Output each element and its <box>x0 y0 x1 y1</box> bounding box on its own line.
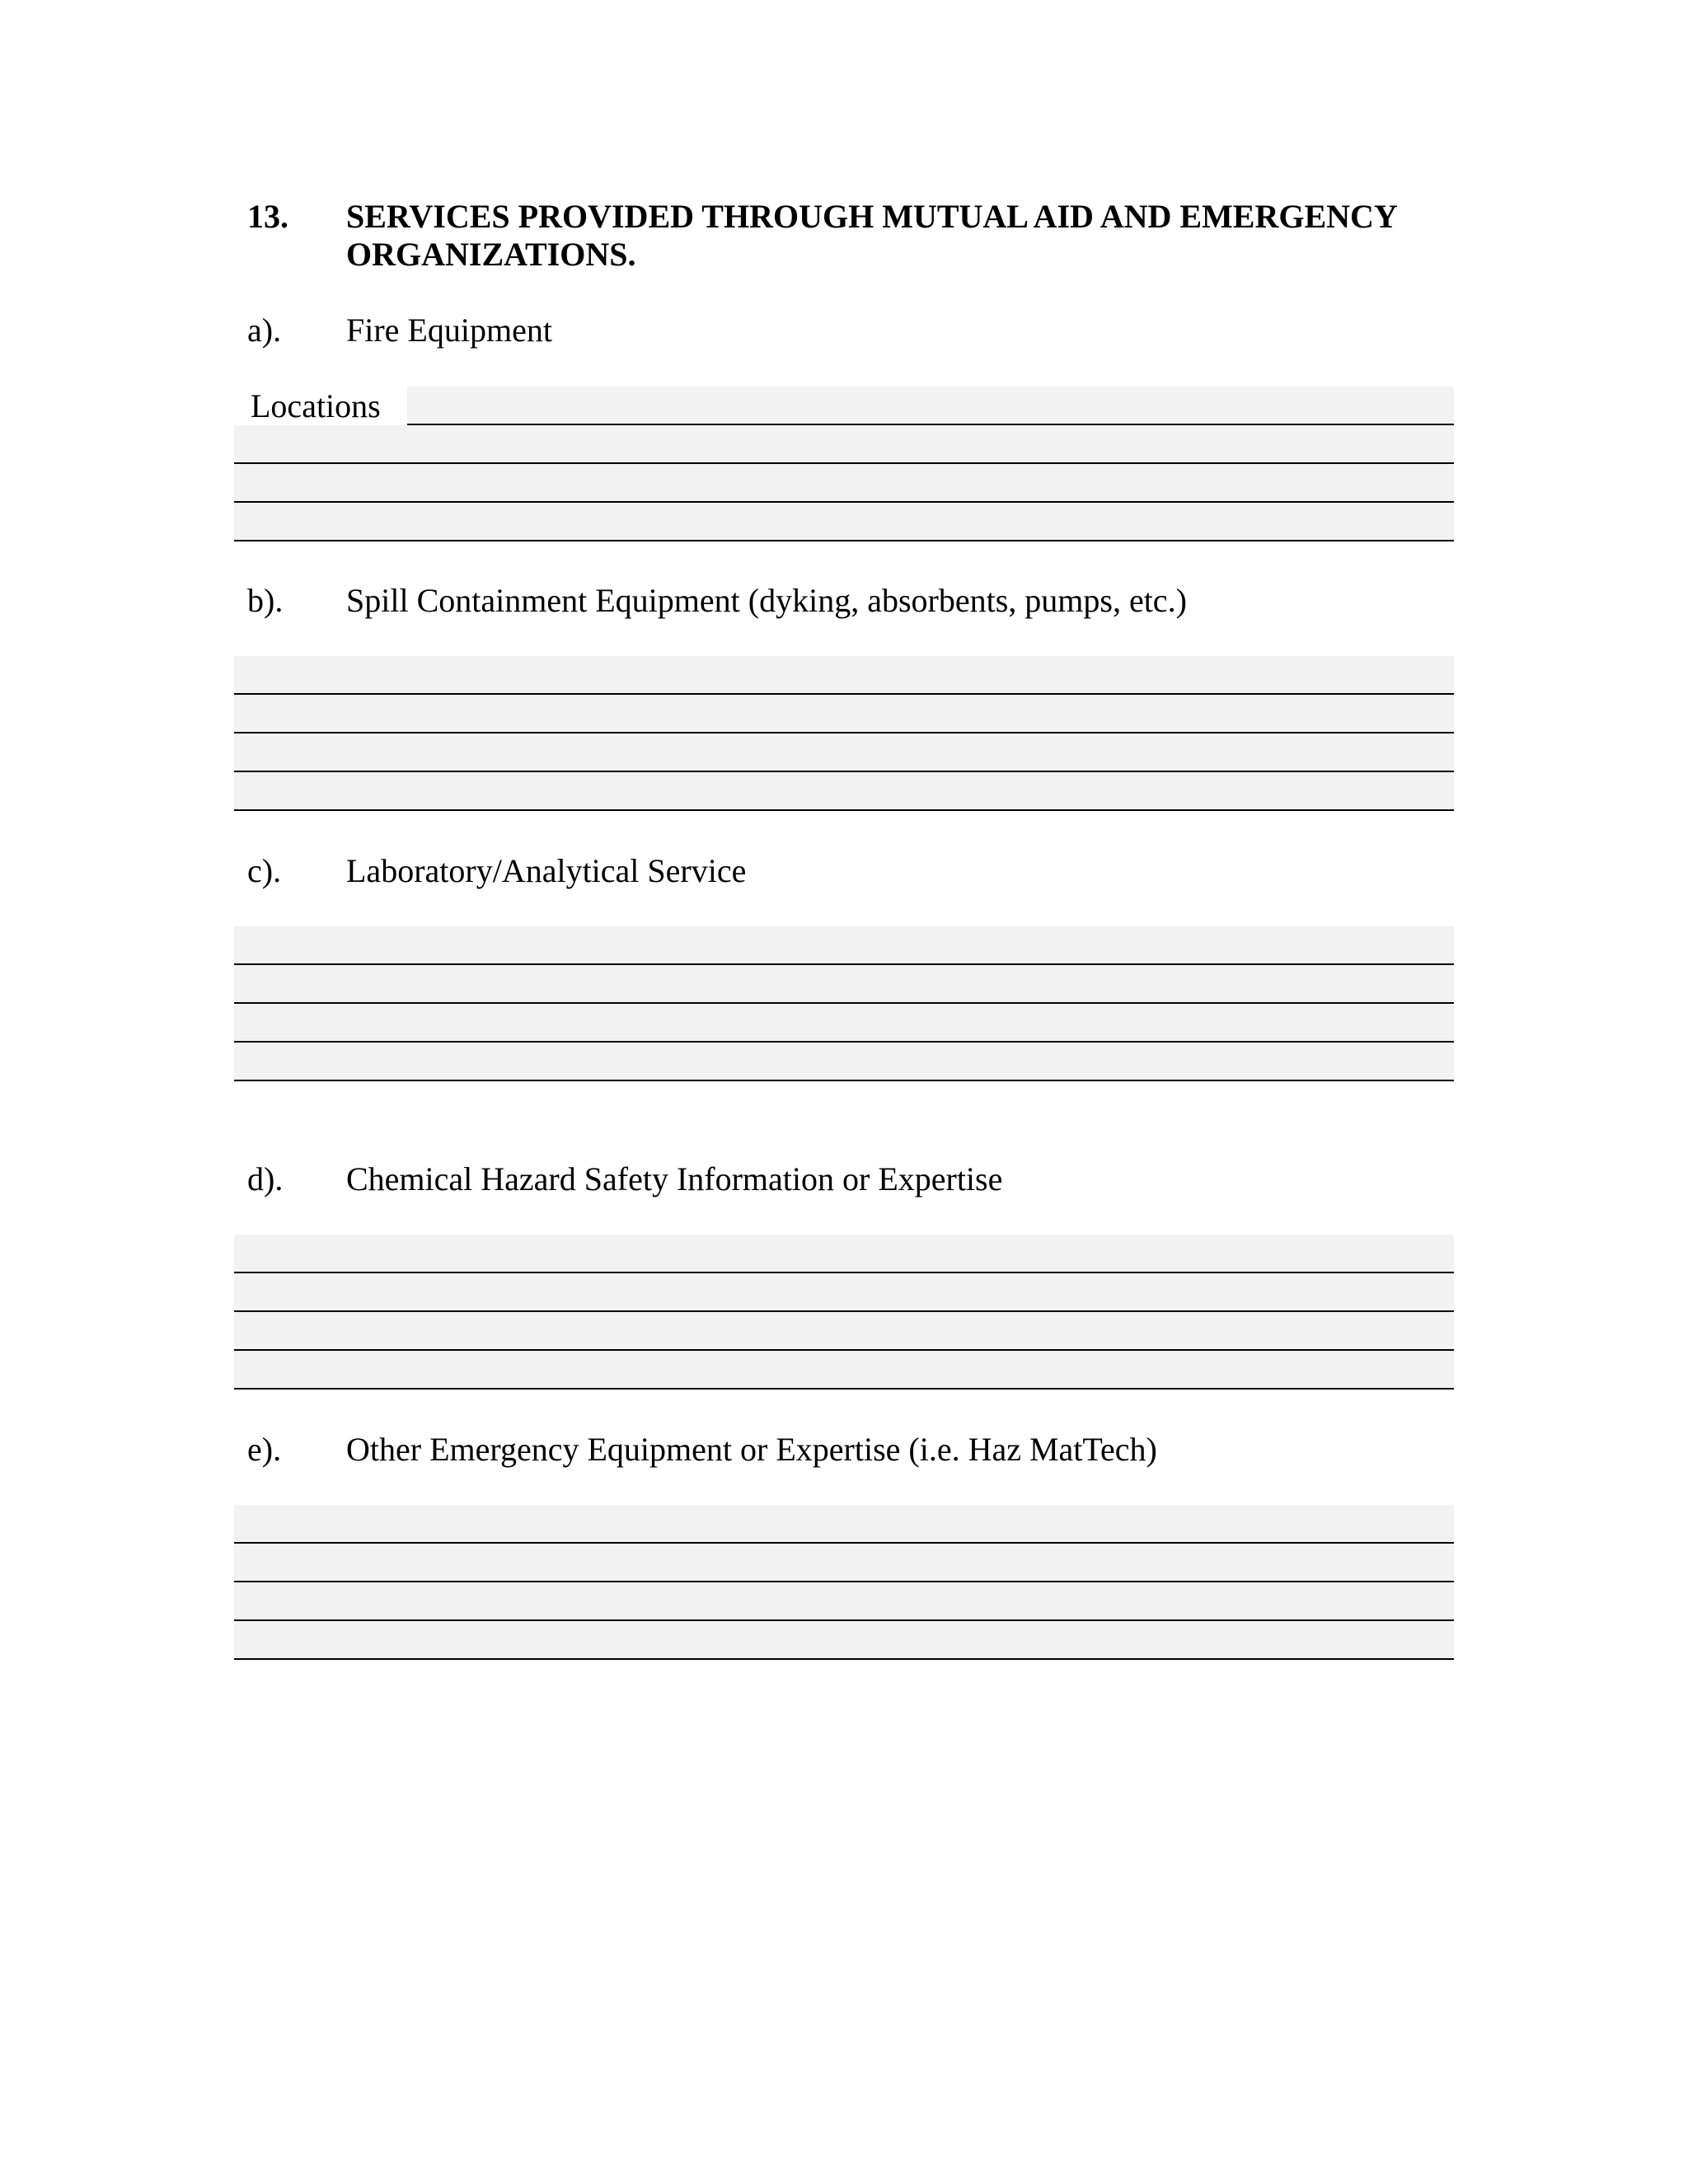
item-d-fields <box>234 1235 1454 1390</box>
section-number: 13. <box>247 198 288 235</box>
item-b-fields <box>234 656 1454 811</box>
item-e-label: Other Emergency Equipment or Expertise (i.e. Haz MatTech) <box>346 1431 1157 1468</box>
item-a-line-3[interactable] <box>234 464 1454 503</box>
item-a-fields <box>234 387 1454 541</box>
item-c-line-4[interactable] <box>234 1043 1454 1081</box>
item-d-line-4[interactable] <box>234 1351 1454 1390</box>
item-d-line-1[interactable] <box>234 1235 1454 1273</box>
item-b-line-4[interactable] <box>234 772 1454 811</box>
item-c-line-3[interactable] <box>234 1004 1454 1043</box>
locations-line[interactable] <box>234 387 1454 425</box>
item-b-line-1[interactable] <box>234 656 1454 695</box>
item-a-line-2[interactable] <box>234 425 1454 464</box>
item-c-fields <box>234 926 1454 1081</box>
item-d-line-2[interactable] <box>234 1273 1454 1312</box>
item-b-line-2[interactable] <box>234 695 1454 733</box>
item-d-letter: d). <box>247 1160 284 1197</box>
item-e-letter: e). <box>247 1431 282 1468</box>
item-c-line-2[interactable] <box>234 965 1454 1004</box>
item-a-letter: a). <box>247 312 282 349</box>
item-c-line-1[interactable] <box>234 926 1454 965</box>
item-c-letter: c). <box>247 852 282 889</box>
item-e-line-1[interactable] <box>234 1505 1454 1544</box>
item-e-line-4[interactable] <box>234 1621 1454 1660</box>
item-b-line-3[interactable] <box>234 733 1454 772</box>
item-b-label: Spill Containment Equipment (dyking, absorbents, pumps, etc.) <box>346 582 1187 619</box>
item-a-label: Fire Equipment <box>346 312 552 349</box>
item-b-letter: b). <box>247 582 284 619</box>
locations-label: Locations <box>234 387 407 425</box>
item-e-fields <box>234 1505 1454 1660</box>
item-d-line-3[interactable] <box>234 1312 1454 1351</box>
section-title: SERVICES PROVIDED THROUGH MUTUAL AID AND EMERGENCY ORGANIZATIONS. <box>346 198 1397 273</box>
item-e-line-2[interactable] <box>234 1544 1454 1582</box>
item-e-line-3[interactable] <box>234 1582 1454 1621</box>
item-d-label: Chemical Hazard Safety Information or Expertise <box>346 1160 1003 1197</box>
item-a-line-4[interactable] <box>234 503 1454 541</box>
item-c-label: Laboratory/Analytical Service <box>346 852 747 889</box>
